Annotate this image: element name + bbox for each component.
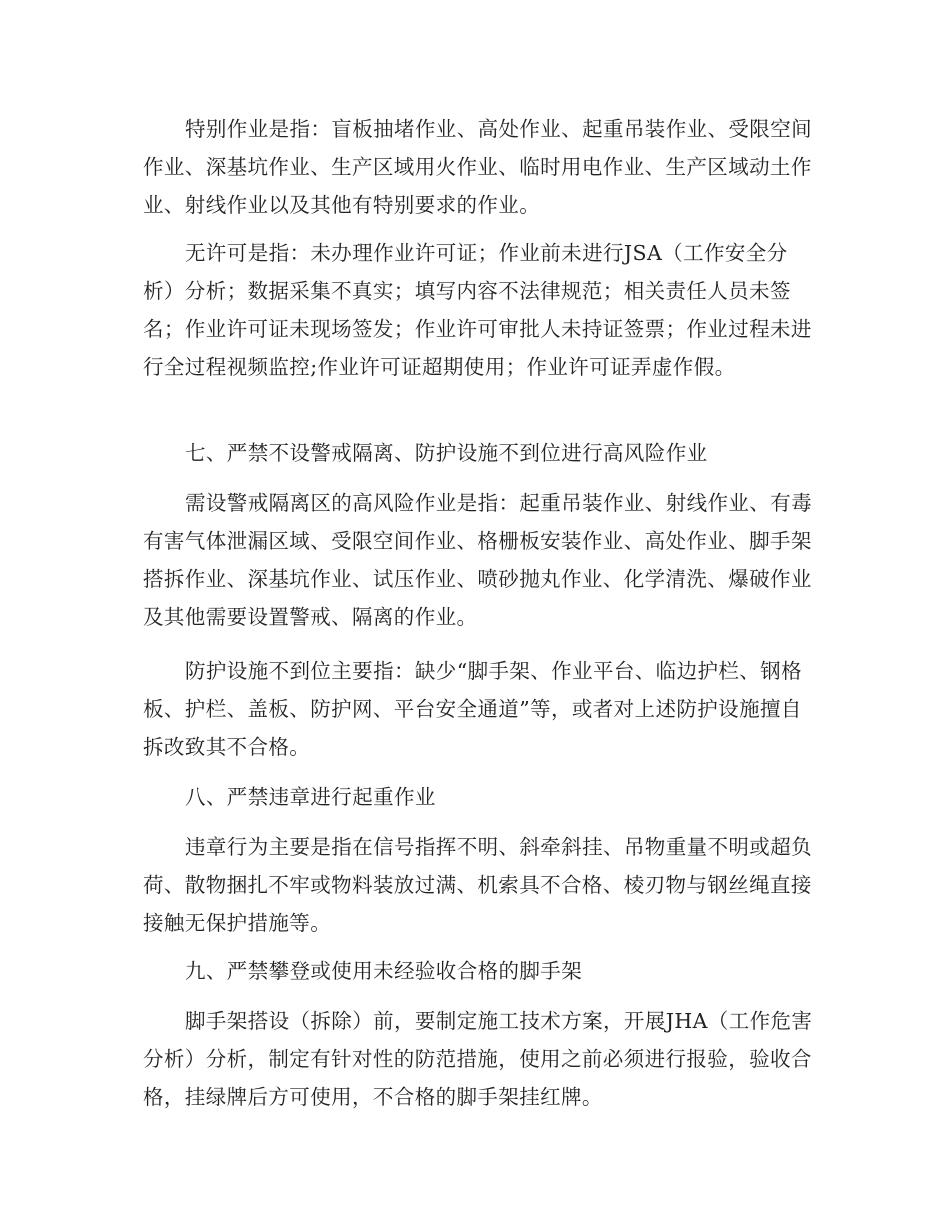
paragraph-protection: 防护设施不到位主要指：缺少“脚手架、作业平台、临边护栏、钢格板、护栏、盖板、防护网、平台安全通道”等，或者对上述防护设施擅自拆改致其不合格。 xyxy=(143,659,802,759)
paragraph-no-permit: 无许可是指：未办理作业许可证；作业前未进行JSA（工作安全分析）分析；数据采集不真实；填写内容不法律规范；相关责任人员未签名；作业许可证未现场签发；作业许可审批人未持证签票；作业过程未进行全过程视频监控;作业许可证超期使用；作业许可证弄虚作假。 xyxy=(143,241,812,379)
paragraph-special-work: 特别作业是指：盲板抽堵作业、高处作业、起重吊装作业、受限空间作业、深基坑作业、生产区域用火作业、临时用电作业、生产区域动土作业、射线作业以及其他有特别要求的作业。 xyxy=(143,117,812,217)
section-heading-8: 八、严禁违章进行起重作业 xyxy=(185,785,436,809)
paragraph-lifting: 违章行为主要是指在信号指挥不明、斜牵斜挂、吊物重量不明或超负荷、散物捆扎不牢或物料装放过满、机索具不合格、棱刃物与钢丝绳直接接触无保护措施等。 xyxy=(143,835,812,935)
paragraph-isolation-work: 需设警戒隔离区的高风险作业是指：起重吊装作业、射线作业、有毒有害气体泄漏区域、受限空间作业、格栅板安装作业、高处作业、脚手架搭拆作业、深基坑作业、试压作业、喷砂抛丸作业、化学清洗、爆破作业及其他需要设置警戒、隔离的作业。 xyxy=(143,491,812,629)
paragraph-scaffold: 脚手架搭设（拆除）前，要制定施工技术方案，开展JHA（工作危害分析）分析，制定有针对性的防范措施，使用之前必须进行报验，验收合格，挂绿牌后方可使用，不合格的脚手架挂红牌。 xyxy=(143,1009,813,1109)
section-heading-7: 七、严禁不设警戒隔离、防护设施不到位进行高风险作业 xyxy=(185,441,708,465)
section-heading-9: 九、严禁攀登或使用未经验收合格的脚手架 xyxy=(185,959,583,983)
